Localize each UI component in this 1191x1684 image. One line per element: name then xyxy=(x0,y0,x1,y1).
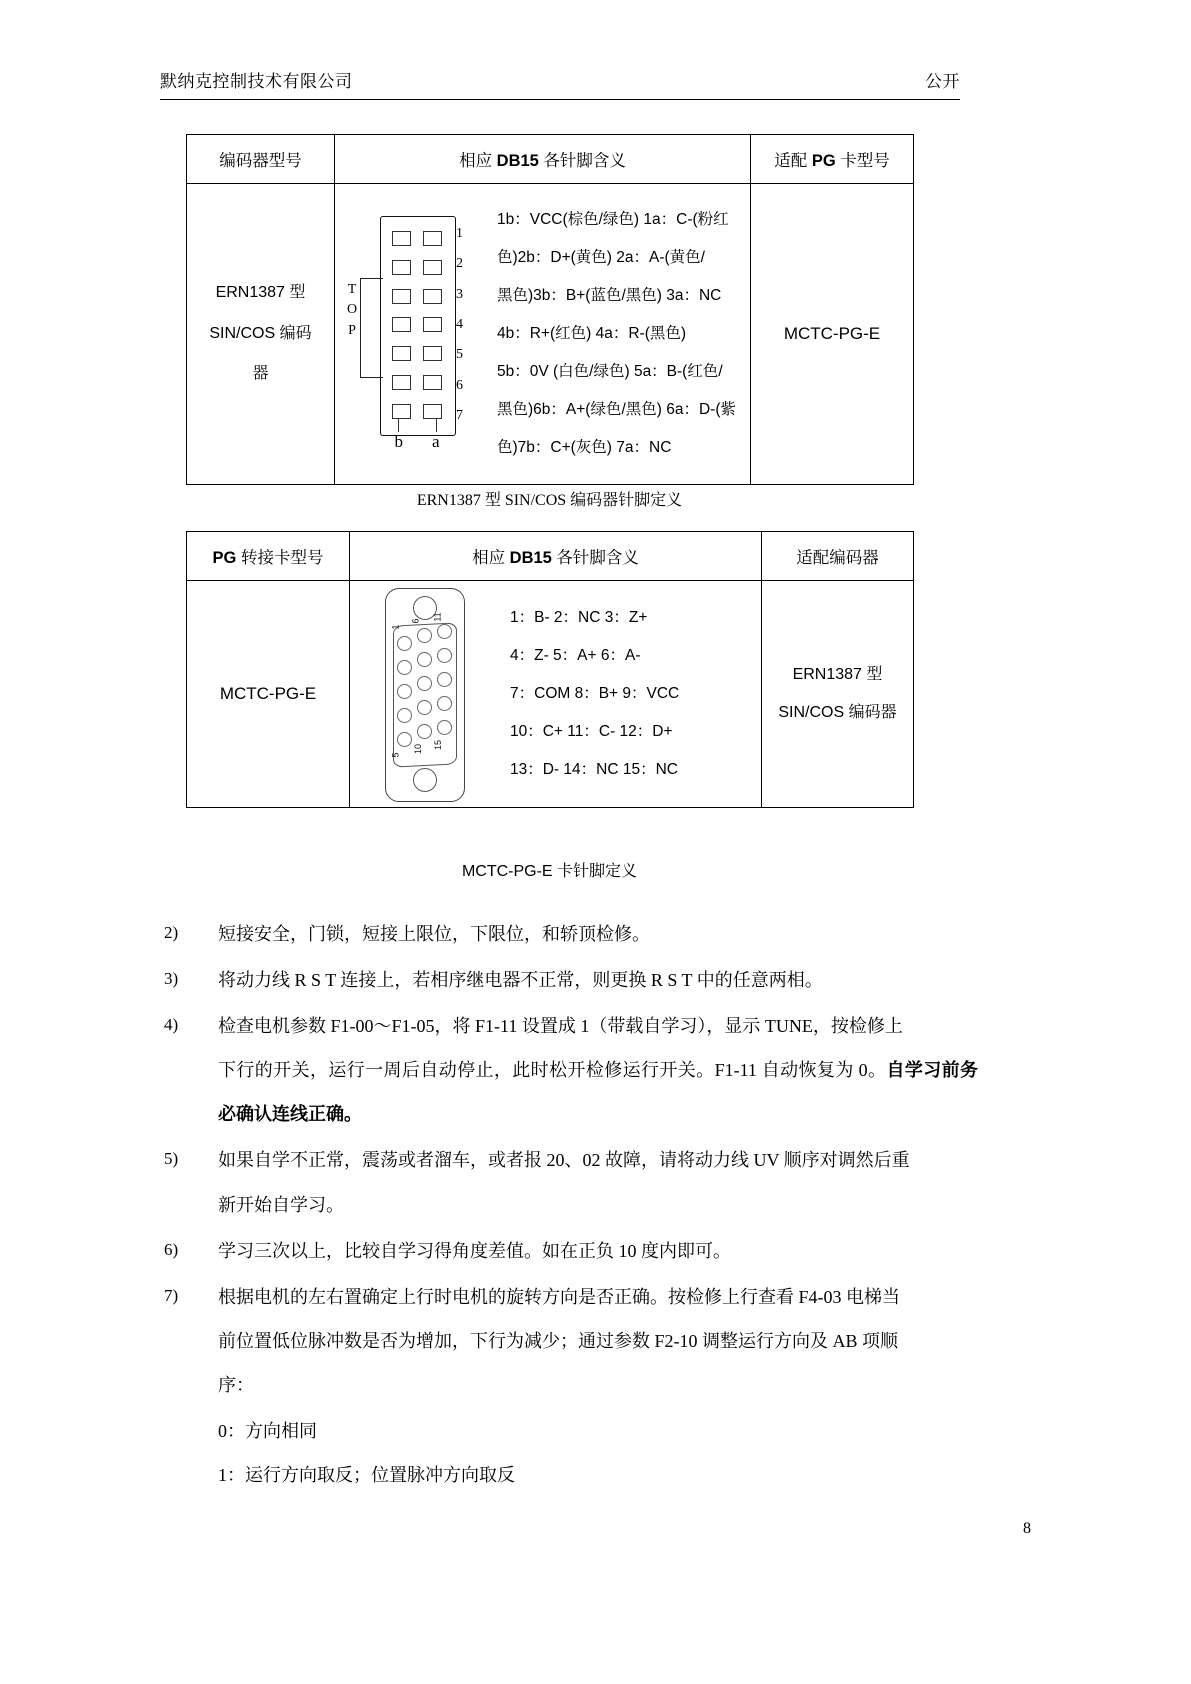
header-pg-adapter-model xyxy=(187,532,350,581)
connector-row-number: 6 xyxy=(456,377,463,393)
header-classification: 公开 xyxy=(925,72,960,91)
db15-pin-hole xyxy=(417,652,432,667)
pin-line: 10：C+ 11：C- 12：D+ xyxy=(510,722,673,740)
connector-pin xyxy=(423,375,442,390)
pin-line: 色)2b：D+(黄色) 2a：A-(黄色/ xyxy=(497,249,705,267)
matching-encoder-line-2: SIN/COS 编码器 xyxy=(778,704,897,721)
db15-pin-number-15: 15 xyxy=(433,739,444,751)
header-db15-meaning-2 xyxy=(350,532,762,581)
list-item xyxy=(160,1229,978,1273)
matching-encoder-line-1: ERN1387 型 xyxy=(792,665,883,683)
list-item-text: 短接安全，门锁，短接上限位，下限位，和轿顶检修。 xyxy=(218,924,650,944)
pin-line: 色)7b：C+(灰色) 7a：NC xyxy=(497,438,672,456)
table-row xyxy=(187,184,914,485)
list-item-line: 序： xyxy=(218,1374,254,1395)
list-item-line: 根据电机的左右置确定上行时电机的旋转方向是否正确。按检修上行查看 F4-03 电梯当 xyxy=(218,1286,901,1307)
list-item-number: 2) xyxy=(164,923,179,942)
list-item-emphasis: 自学习前务必确认连线正确。 xyxy=(218,1060,979,1125)
db15-pin-holes xyxy=(390,612,455,762)
db15-pin-number-10: 10 xyxy=(413,743,424,755)
header-pg-adapter-bold: PG xyxy=(212,549,237,567)
db15-pin-hole xyxy=(397,732,412,747)
header-pg-suffix: 卡型号 xyxy=(835,152,890,170)
list-item-line: 如果自学不正常，震荡或者溜车，或者报 20、02 故障，请将动力线 UV 顺序对调然后重 xyxy=(218,1150,910,1171)
header-pg-bold: PG xyxy=(811,152,836,170)
header-db15-prefix-2: 相应 xyxy=(472,549,510,567)
page-number: 8 xyxy=(1023,1520,1031,1537)
connector-pin xyxy=(392,231,411,246)
connector-pin-grid xyxy=(386,224,448,426)
list-item-number: 3) xyxy=(164,969,179,989)
db15-pin-hole xyxy=(437,720,452,735)
list-item-line: 检查电机参数 F1-00～F1-05，将 F1-11 设置成 1（带载自学习），显示 TUNE，按检修上 xyxy=(218,1016,903,1037)
header-db15-meaning xyxy=(335,135,751,184)
list-item-line-text: 下行的开关，运行一周后自动停止，此时松开检修运行开关。F1-11 自动恢复为 0。 xyxy=(218,1060,887,1081)
db15-definition-cell xyxy=(335,184,751,485)
db15-connector-diagram xyxy=(350,581,500,807)
db15-pin-hole xyxy=(437,624,452,639)
list-item xyxy=(160,1275,978,1407)
table-header-row xyxy=(187,135,914,184)
pg-card-pin-table xyxy=(186,531,914,808)
idc-connector-diagram xyxy=(335,184,487,484)
connector-row-number: 4 xyxy=(456,316,463,332)
encoder-model-line-3: 器 xyxy=(252,365,269,383)
list-item-text: 学习三次以上，比较自学习得角度差值。如在正负 10 度内即可。 xyxy=(218,1240,731,1261)
top-letter-t: T xyxy=(347,282,357,297)
caption-pg-card-text: MCTC-PG-E 卡针脚定义 xyxy=(461,863,638,880)
sub-option-line: 1：运行方向取反；位置脉冲方向取反 xyxy=(218,1465,515,1486)
connector-pin xyxy=(423,317,442,332)
connector-column-label-b: b xyxy=(394,432,403,451)
db15-pin-hole xyxy=(397,708,412,723)
connector-tick-b xyxy=(398,418,399,432)
connector-pin xyxy=(423,346,442,361)
list-item xyxy=(160,1138,978,1226)
connector-pin xyxy=(423,404,442,419)
header-db15-suffix: 各针脚含义 xyxy=(538,152,626,170)
list-item-number: 7) xyxy=(164,1285,179,1305)
pg-card-pin-list xyxy=(500,581,761,807)
header-pg-adapter-suffix: 转接卡型号 xyxy=(236,549,324,567)
db15-pin-hole xyxy=(437,648,452,663)
caption-encoder-pin-definition: ERN1387 型 SIN/COS 编码器针脚定义 xyxy=(416,492,683,509)
list-item xyxy=(160,958,978,1002)
db15-definition-cell-2 xyxy=(350,581,762,808)
db15-pin-number-1: 1 xyxy=(390,624,401,630)
top-letter-o: O xyxy=(346,302,358,318)
connector-row-number: 7 xyxy=(456,407,463,423)
encoder-pin-list xyxy=(487,184,750,484)
caption-pg-card-pin-definition xyxy=(186,858,913,881)
db15-pin-hole xyxy=(417,700,432,715)
encoder-model-line-1: ERN1387 型 xyxy=(215,283,306,301)
header-encoder-model xyxy=(187,135,335,184)
db15-pin-hole xyxy=(417,628,432,643)
connector-pin xyxy=(392,260,411,275)
top-letter-p: P xyxy=(348,322,356,338)
header-pg-prefix: 适配 xyxy=(774,152,812,170)
pin-line: 1：B- 2：NC 3：Z+ xyxy=(510,609,648,627)
table-header-row xyxy=(187,532,914,581)
connector-top-label xyxy=(344,280,360,341)
pin-line: 1b：VCC(棕色/绿色) 1a：C-(粉红 xyxy=(497,211,729,229)
connector-pin xyxy=(423,289,442,304)
connector-pin xyxy=(392,404,411,419)
list-item-line: 前位置低位脉冲数是否为增加，下行为减少；通过参数 F2-10 调整运行方向及 AB 项顺 xyxy=(218,1330,899,1351)
pin-line: 4b：R+(红色) 4a：R-(黑色) xyxy=(497,325,687,343)
encoder-model-cell xyxy=(187,184,335,485)
pin-line: 13：D- 14：NC 15：NC xyxy=(510,760,678,778)
list-item-number: 6) xyxy=(164,1239,179,1259)
db15-pin-hole xyxy=(397,660,412,675)
list-item-text xyxy=(218,1275,978,1407)
list-item-line xyxy=(218,1048,978,1136)
connector-column-label-a: a xyxy=(431,432,440,451)
connector-row-numbers xyxy=(456,226,463,424)
encoder-model-line-2: SIN/COS 编码 xyxy=(209,324,312,342)
header-db15-bold: DB15 xyxy=(496,152,539,170)
header-matching-encoder: 适配编码器 xyxy=(762,532,914,581)
header-encoder-model-label: 编码器型号 xyxy=(219,152,302,170)
pin-line: 黑色)6b：A+(绿色/黑色) 6a：D-(紫 xyxy=(497,400,736,418)
running-header xyxy=(160,72,960,100)
list-item-text xyxy=(218,1004,978,1136)
list-item xyxy=(160,912,978,956)
pg-adapter-model-cell: MCTC-PG-E xyxy=(187,581,350,808)
connector-pin xyxy=(392,289,411,304)
db15-screw-hole-bottom xyxy=(413,768,437,792)
header-db15-suffix-2: 各针脚含义 xyxy=(551,549,639,567)
connector-pin xyxy=(392,346,411,361)
list-item-text: 将动力线 R S T 连接上，若相序继电器不正常，则更换 R S T 中的任意两相。 xyxy=(218,970,823,991)
header-pg-card-model xyxy=(751,135,914,184)
matching-encoder-cell xyxy=(762,581,914,808)
encoder-pin-table xyxy=(186,134,914,485)
header-db15-bold-2: DB15 xyxy=(509,549,552,567)
db15-pin-hole xyxy=(417,676,432,691)
procedure-list xyxy=(160,912,978,1497)
db15-pin-hole xyxy=(397,684,412,699)
connector-pin xyxy=(392,375,411,390)
header-company-name: 默纳克控制技术有限公司 xyxy=(160,72,353,91)
connector-tick-a xyxy=(436,418,437,432)
list-item-text xyxy=(218,1138,978,1226)
db15-pin-number-5: 5 xyxy=(390,752,401,758)
connector-pin xyxy=(423,260,442,275)
db15-pin-number-11: 11 xyxy=(432,612,443,622)
connector-row-number: 2 xyxy=(456,256,463,272)
connector-top-bracket xyxy=(360,278,383,378)
list-item xyxy=(160,1004,978,1136)
db15-pin-hole xyxy=(397,636,412,651)
connector-row-number: 1 xyxy=(456,226,463,241)
pin-line: 5b：0V (白色/绿色) 5a：B-(红色/ xyxy=(497,362,723,380)
db15-pin-number-6: 6 xyxy=(410,618,421,624)
pin-line: 4：Z- 5：A+ 6：A- xyxy=(510,647,641,665)
list-item-number: 4) xyxy=(164,1015,179,1035)
table-row xyxy=(187,581,914,808)
db15-pin-hole xyxy=(417,724,432,739)
list-item-number: 5) xyxy=(164,1149,179,1169)
db15-pin-hole xyxy=(437,696,452,711)
db15-pin-hole xyxy=(437,672,452,687)
connector-row-number: 5 xyxy=(456,347,463,363)
list-item-line: 新开始自学习。 xyxy=(218,1194,344,1215)
connector-row-number: 3 xyxy=(456,286,463,302)
pin-line: 黑色)3b：B+(蓝色/黑色) 3a：NC xyxy=(497,287,722,305)
pin-line: 7：COM 8：B+ 9：VCC xyxy=(510,685,680,703)
connector-pin xyxy=(423,231,442,246)
connector-column-labels xyxy=(380,432,454,452)
header-db15-prefix: 相应 xyxy=(459,152,497,170)
sub-option-line: 0：方向相同 xyxy=(218,1421,317,1442)
connector-pin xyxy=(392,317,411,332)
pg-card-model-cell: MCTC-PG-E xyxy=(751,184,914,485)
